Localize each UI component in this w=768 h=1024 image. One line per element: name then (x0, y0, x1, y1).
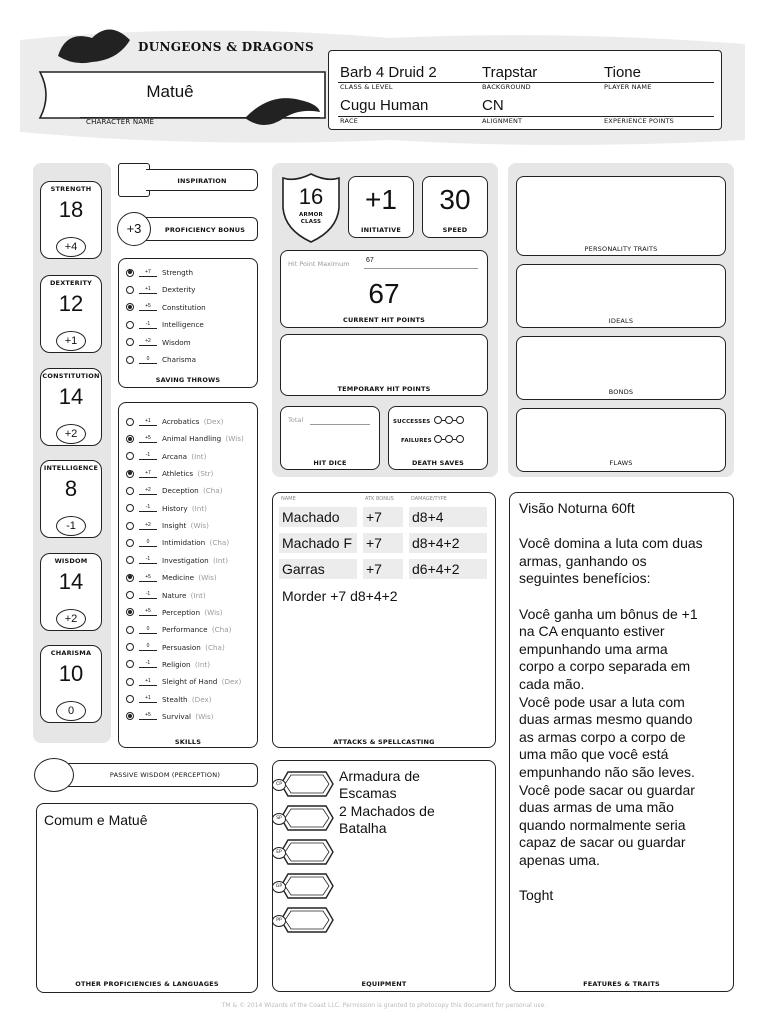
skill-label: Athletics (162, 469, 194, 479)
ability-wisdom (40, 553, 102, 639)
attack-damage[interactable]: d8+4 (409, 507, 487, 527)
saving-throw-modifier[interactable]: +7 (139, 269, 157, 277)
proficiency-checkbox[interactable] (126, 321, 134, 329)
ability-score[interactable]: 12 (58, 291, 84, 316)
proficiency-checkbox[interactable] (126, 470, 134, 478)
feature-line: armas, ganhando os (519, 552, 647, 569)
skill-name (162, 695, 212, 704)
ability-modifier[interactable]: +1 (56, 331, 86, 351)
player-name-label: PLAYER NAME (604, 83, 652, 91)
proficiency-checkbox[interactable] (126, 712, 134, 720)
skill-modifier[interactable]: +5 (139, 608, 157, 616)
equipment-label: EQUIPMENT (361, 980, 407, 988)
proficiency-checkbox[interactable] (126, 522, 134, 530)
skill-modifier[interactable]: +1 (139, 418, 157, 426)
skill-name (162, 434, 244, 443)
skill-label: Sleight of Hand (162, 677, 218, 687)
hit-dice-label: HIT DICE (313, 459, 347, 467)
ideals-label: IDEALS (608, 317, 634, 325)
proficiency-checkbox[interactable] (126, 418, 134, 426)
skill-label: Nature (162, 590, 187, 600)
saving-throw-row[interactable] (126, 334, 191, 351)
player-name-value[interactable]: Tione (604, 64, 641, 81)
initiative-label: INITIATIVE (361, 226, 401, 234)
ability-score[interactable]: 8 (64, 476, 78, 501)
skill-ability: (Int) (212, 555, 229, 565)
armor-class-value[interactable]: 16 (298, 184, 324, 209)
feature-line (519, 518, 703, 536)
feature-line: capaz de sacar ou guardar (519, 834, 686, 851)
skill-modifier[interactable]: -1 (139, 452, 157, 460)
ability-strength (40, 181, 102, 267)
skill-ability: (Dex) (221, 677, 242, 687)
feature-line: Você ganha um bônus de +1 (519, 605, 698, 622)
ability-modifier[interactable]: 0 (56, 701, 86, 721)
proficiency-checkbox[interactable] (126, 452, 134, 460)
feature-line: cada mão. (519, 675, 585, 692)
skill-modifier[interactable]: 0 (139, 539, 157, 547)
saving-throw-modifier[interactable]: 0 (139, 356, 157, 364)
saving-throw-row[interactable] (126, 264, 193, 281)
skill-name (162, 677, 241, 686)
skill-modifier[interactable]: +2 (139, 487, 157, 495)
features-label: FEATURES & TRAITS (583, 980, 660, 988)
death-save-circle[interactable] (445, 435, 453, 443)
death-save-circle[interactable] (456, 416, 464, 424)
attacks-box (272, 492, 496, 748)
bonds-label: BONDS (608, 388, 634, 396)
speed-label: SPEED (442, 226, 468, 234)
proficiency-checkbox[interactable] (126, 574, 134, 582)
passive-wisdom-label: PASSIVE WISDOM (PERCEPTION) (109, 771, 221, 779)
skill-ability: (Int) (190, 590, 206, 600)
proficiency-checkbox[interactable] (126, 504, 134, 512)
feature-line: na CA enquanto estiver (519, 623, 665, 640)
skill-row[interactable] (126, 656, 210, 673)
proficiency-checkbox[interactable] (126, 269, 134, 277)
proficiency-checkbox[interactable] (126, 286, 134, 294)
skill-row[interactable] (126, 621, 231, 638)
skill-label: Animal Handling (162, 434, 222, 444)
skills-label: SKILLS (174, 738, 202, 746)
skill-modifier[interactable]: -1 (139, 591, 157, 599)
failures-label: FAILURES (401, 438, 432, 444)
death-saves-label: DEATH SAVES (411, 459, 465, 467)
equipment-line[interactable]: Armadura de (339, 768, 420, 784)
skill-ability: (Cha) (205, 642, 225, 652)
ability-label: CONSTITUTION (42, 372, 100, 380)
skill-label: Investigation (162, 555, 209, 565)
skill-label: Deception (162, 486, 199, 496)
feature-line: empunhando não são leves. (519, 763, 695, 780)
skill-row[interactable] (126, 430, 244, 447)
proficiency-checkbox[interactable] (126, 303, 134, 311)
skill-name (162, 452, 206, 461)
saving-throw-name: Dexterity (162, 285, 196, 295)
saving-throw-row[interactable] (126, 281, 195, 298)
saving-throw-modifier[interactable]: +5 (139, 303, 157, 311)
feature-line: Você pode sacar ou guardar (519, 781, 695, 798)
skill-ability: (Wis) (204, 607, 223, 617)
feature-line: duas armas de uma mão (519, 799, 674, 816)
skill-modifier[interactable]: +5 (139, 574, 157, 582)
skill-label: Insight (162, 521, 187, 531)
skill-name (162, 469, 213, 478)
race-label: RACE (340, 117, 359, 125)
attack-row[interactable] (279, 559, 487, 579)
coin-box[interactable] (276, 838, 334, 866)
proficiency-checkbox[interactable] (126, 338, 134, 346)
proficiency-checkbox[interactable] (126, 695, 134, 703)
saving-throw-modifier[interactable]: +1 (139, 286, 157, 294)
logo: DUNGEONS & DRAGONS (138, 40, 314, 54)
coin-label: CP (272, 779, 286, 791)
skill-row[interactable] (126, 413, 223, 430)
proficiency-checkbox[interactable] (126, 487, 134, 495)
skill-row[interactable] (126, 534, 229, 551)
coin-label: PP (272, 915, 286, 927)
skill-row[interactable] (126, 552, 228, 569)
proficiencies-box (36, 803, 258, 993)
feature-line: quando normalmente seria (519, 816, 686, 833)
saving-throw-name: Strength (162, 268, 194, 277)
features-text[interactable] (519, 500, 703, 905)
skill-ability: (Cha) (209, 538, 230, 548)
armor-class-label: ARMOR CLASS (299, 212, 323, 225)
passive-wisdom-value[interactable] (34, 758, 74, 792)
skill-modifier[interactable]: 0 (139, 643, 157, 651)
feature-line: as armas corpo a corpo de (519, 728, 686, 745)
alignment-label: ALIGNMENT (482, 117, 523, 125)
death-save-circle[interactable] (456, 435, 464, 443)
saving-throw-modifier[interactable]: +2 (139, 338, 157, 346)
successes-label: SUCCESSES (393, 419, 431, 425)
ability-intelligence (40, 460, 102, 546)
proficiency-checkbox[interactable] (126, 356, 134, 364)
skill-ability: (Cha) (211, 625, 232, 635)
ability-label: CHARISMA (50, 649, 92, 657)
attack-bonus-header: ATK BONUS (365, 496, 394, 502)
feature-line (519, 588, 703, 606)
temp-hp-label: TEMPORARY HIT POINTS (337, 385, 431, 393)
skill-ability: (Wis) (190, 521, 209, 531)
hp-max-value[interactable]: 67 (366, 257, 374, 264)
attack-name[interactable]: Machado F (279, 533, 357, 553)
feature-line: seguintes benefícios: (519, 570, 651, 587)
skill-label: Survival (162, 711, 191, 721)
coin-label: SP (272, 813, 286, 825)
feature-line: Toght (519, 887, 554, 904)
attack-damage[interactable]: d8+4+2 (409, 533, 487, 553)
proficiency-checkbox[interactable] (126, 435, 134, 443)
proficiency-bonus-label: PROFICIENCY BONUS (164, 226, 246, 234)
skill-ability: (Int) (191, 503, 207, 513)
feature-line: duas armas mesmo quando (519, 711, 693, 728)
skill-row[interactable] (126, 691, 212, 708)
proficiency-checkbox[interactable] (126, 643, 134, 651)
skill-row[interactable] (126, 465, 213, 482)
skill-row[interactable] (126, 604, 223, 621)
skill-name (162, 591, 206, 600)
saving-throw-modifier[interactable]: -1 (139, 321, 157, 329)
proficiencies-label: OTHER PROFICIENCIES & LANGUAGES (75, 980, 219, 988)
skill-name (162, 643, 225, 652)
ability-dexterity (40, 275, 102, 361)
skill-label: Perception (162, 607, 201, 617)
proficiency-checkbox[interactable] (126, 660, 134, 668)
skill-name (162, 486, 223, 495)
skill-row[interactable] (126, 517, 209, 534)
proficiency-checkbox[interactable] (126, 626, 134, 634)
skill-label: Arcana (162, 451, 188, 461)
ability-score[interactable]: 10 (58, 661, 84, 686)
background-value[interactable]: Trapstar (482, 64, 538, 81)
skill-ability: (Int) (194, 659, 211, 669)
attack-notes[interactable]: Morder +7 d8+4+2 (282, 588, 398, 604)
race-value[interactable]: Cugu Human (340, 97, 429, 114)
skill-row[interactable] (126, 569, 217, 586)
saving-throw-name: Intelligence (162, 320, 204, 330)
skill-label: Religion (162, 659, 191, 669)
saving-throw-row[interactable] (126, 351, 196, 368)
personality-traits-box[interactable] (516, 176, 726, 256)
skill-label: Intimidation (162, 538, 206, 548)
skill-ability: (Dex) (191, 694, 212, 704)
skill-modifier[interactable]: +1 (139, 678, 157, 686)
footer-copyright: TM & © 2014 Wizards of the Coast LLC. Permission is granted to photocopy this document for personal use. (221, 1002, 547, 1009)
skill-ability: (Str) (197, 469, 214, 479)
skill-modifier[interactable]: -1 (139, 504, 157, 512)
feature-line: Você pode usar a luta com (519, 693, 685, 710)
ability-label: STRENGTH (50, 185, 92, 193)
skill-modifier[interactable]: -1 (139, 556, 157, 564)
ability-label: WISDOM (54, 557, 88, 565)
attack-bonus[interactable]: +7 (363, 507, 403, 527)
ability-modifier[interactable]: +4 (56, 237, 86, 257)
skill-name (162, 608, 223, 617)
attack-row[interactable] (279, 507, 487, 527)
current-hp-label: CURRENT HIT POINTS (342, 316, 426, 324)
attack-row[interactable] (279, 533, 487, 553)
attack-name[interactable]: Garras (279, 559, 357, 579)
personality-traits-label: PERSONALITY TRAITS (584, 245, 658, 253)
proficiency-checkbox[interactable] (126, 539, 134, 547)
skill-name (162, 521, 209, 530)
attack-name-header: NAME (281, 496, 296, 502)
ability-label: INTELLIGENCE (43, 464, 99, 472)
feature-line: corpo a corpo separada em (519, 658, 691, 675)
feature-line: empunhando uma arma (519, 640, 668, 657)
skill-name (162, 573, 217, 582)
experience-points-label: EXPERIENCE POINTS (604, 117, 675, 125)
proficiency-bonus-value[interactable]: +3 (117, 212, 151, 246)
proficiency-checkbox[interactable] (126, 556, 134, 564)
skill-row[interactable] (126, 500, 207, 517)
ability-modifier[interactable]: +2 (56, 609, 86, 629)
current-hp-value[interactable]: 67 (368, 278, 400, 309)
saving-throw-row[interactable] (126, 299, 206, 316)
death-save-circle[interactable] (434, 416, 442, 424)
coin-label: GP (272, 881, 286, 893)
feature-line: Visão Noturna 60ft (519, 500, 635, 516)
skill-name (162, 538, 229, 547)
ability-charisma (40, 645, 102, 731)
attack-bonus[interactable]: +7 (363, 533, 403, 553)
hit-dice-total-label: Total (288, 416, 304, 424)
ability-score[interactable]: 14 (58, 384, 84, 409)
proficiency-checkbox[interactable] (126, 608, 134, 616)
skill-row[interactable] (126, 448, 206, 465)
inspiration-label: INSPIRATION (177, 177, 227, 185)
saving-throw-name: Constitution (162, 302, 206, 312)
feature-line: uma mão que você está (519, 746, 669, 763)
skill-modifier[interactable]: +5 (139, 712, 157, 720)
skill-label: History (162, 503, 188, 513)
skill-modifier[interactable]: +7 (139, 470, 157, 478)
skill-name (162, 625, 231, 634)
skill-modifier[interactable]: -1 (139, 660, 157, 668)
skill-name (162, 417, 223, 426)
skill-ability: (Wis) (198, 573, 217, 583)
skill-modifier[interactable]: +5 (139, 435, 157, 443)
skill-ability: (Int) (191, 451, 207, 461)
character-name-label: CHARACTER NAME (86, 118, 155, 126)
skill-modifier[interactable]: +1 (139, 695, 157, 703)
skill-row[interactable] (126, 639, 225, 656)
death-save-circle[interactable] (434, 435, 442, 443)
ability-modifier[interactable]: +2 (56, 424, 86, 444)
skill-label: Stealth (162, 694, 188, 704)
ability-score[interactable]: 18 (58, 197, 84, 222)
attack-damage[interactable]: d6+4+2 (409, 559, 487, 579)
proficiency-checkbox[interactable] (126, 678, 134, 686)
equipment-line[interactable]: Escamas (339, 785, 397, 801)
speed-value[interactable]: 30 (439, 184, 471, 215)
skill-label: Performance (162, 625, 208, 635)
skill-ability: (Wis) (225, 434, 244, 444)
feature-line: Você domina a luta com duas (519, 535, 703, 552)
skill-name (162, 712, 214, 721)
skill-label: Persuasion (162, 642, 201, 652)
feature-line (519, 869, 703, 887)
skill-row[interactable] (126, 482, 223, 499)
skill-name (162, 556, 228, 565)
coin-label: EP (272, 847, 286, 859)
character-name-value[interactable]: Matuê (146, 82, 194, 101)
equipment-line[interactable]: Batalha (339, 820, 387, 836)
class-level-value[interactable]: Barb 4 Druid 2 (340, 64, 437, 81)
attack-bonus[interactable]: +7 (363, 559, 403, 579)
ability-score[interactable]: 14 (58, 569, 84, 594)
skill-name (162, 504, 207, 513)
initiative-value[interactable]: +1 (365, 184, 397, 215)
feature-line: apenas uma. (519, 851, 600, 868)
ability-constitution (40, 368, 102, 454)
attack-name[interactable]: Machado (279, 507, 357, 527)
skill-row[interactable] (126, 708, 214, 725)
ability-modifier[interactable]: -1 (56, 516, 86, 536)
saving-throw-name: Wisdom (162, 337, 191, 347)
skill-modifier[interactable]: 0 (139, 626, 157, 634)
ability-label: DEXTERITY (49, 279, 93, 287)
coin-box[interactable] (275, 872, 334, 900)
saving-throw-row[interactable] (126, 316, 204, 333)
skill-ability: (Cha) (202, 486, 223, 496)
skill-ability: (Dex) (203, 417, 224, 426)
saving-throws-label: SAVING THROWS (155, 376, 221, 384)
skill-ability: (Wis) (195, 711, 214, 721)
proficiencies-text[interactable]: Comum e Matuê (44, 812, 148, 828)
coin-box[interactable] (276, 770, 334, 798)
hp-max-label: Hit Point Maximum (288, 260, 350, 268)
success-checkboxes[interactable] (434, 416, 464, 424)
death-save-circle[interactable] (445, 416, 453, 424)
equipment-line[interactable]: 2 Machados de (339, 803, 435, 819)
skill-name (162, 660, 210, 669)
attack-damage-header: DAMAGE/TYPE (411, 496, 447, 502)
proficiency-checkbox[interactable] (126, 591, 134, 599)
saving-throw-name: Charisma (162, 355, 197, 364)
attacks-label: ATTACKS & SPELLCASTING (333, 738, 435, 746)
flaws-label: FLAWS (609, 459, 633, 467)
alignment-value[interactable]: CN (482, 97, 504, 114)
background-label: BACKGROUND (482, 83, 531, 91)
skill-label: Medicine (162, 573, 195, 583)
coin-box[interactable] (276, 804, 334, 832)
skill-row[interactable] (126, 673, 241, 690)
class-level-label: CLASS & LEVEL (340, 83, 393, 91)
skill-row[interactable] (126, 587, 206, 604)
failure-checkboxes[interactable] (434, 435, 464, 443)
coin-box[interactable] (276, 906, 334, 934)
skill-modifier[interactable]: +2 (139, 522, 157, 530)
skill-label: Acrobatics (162, 417, 200, 426)
